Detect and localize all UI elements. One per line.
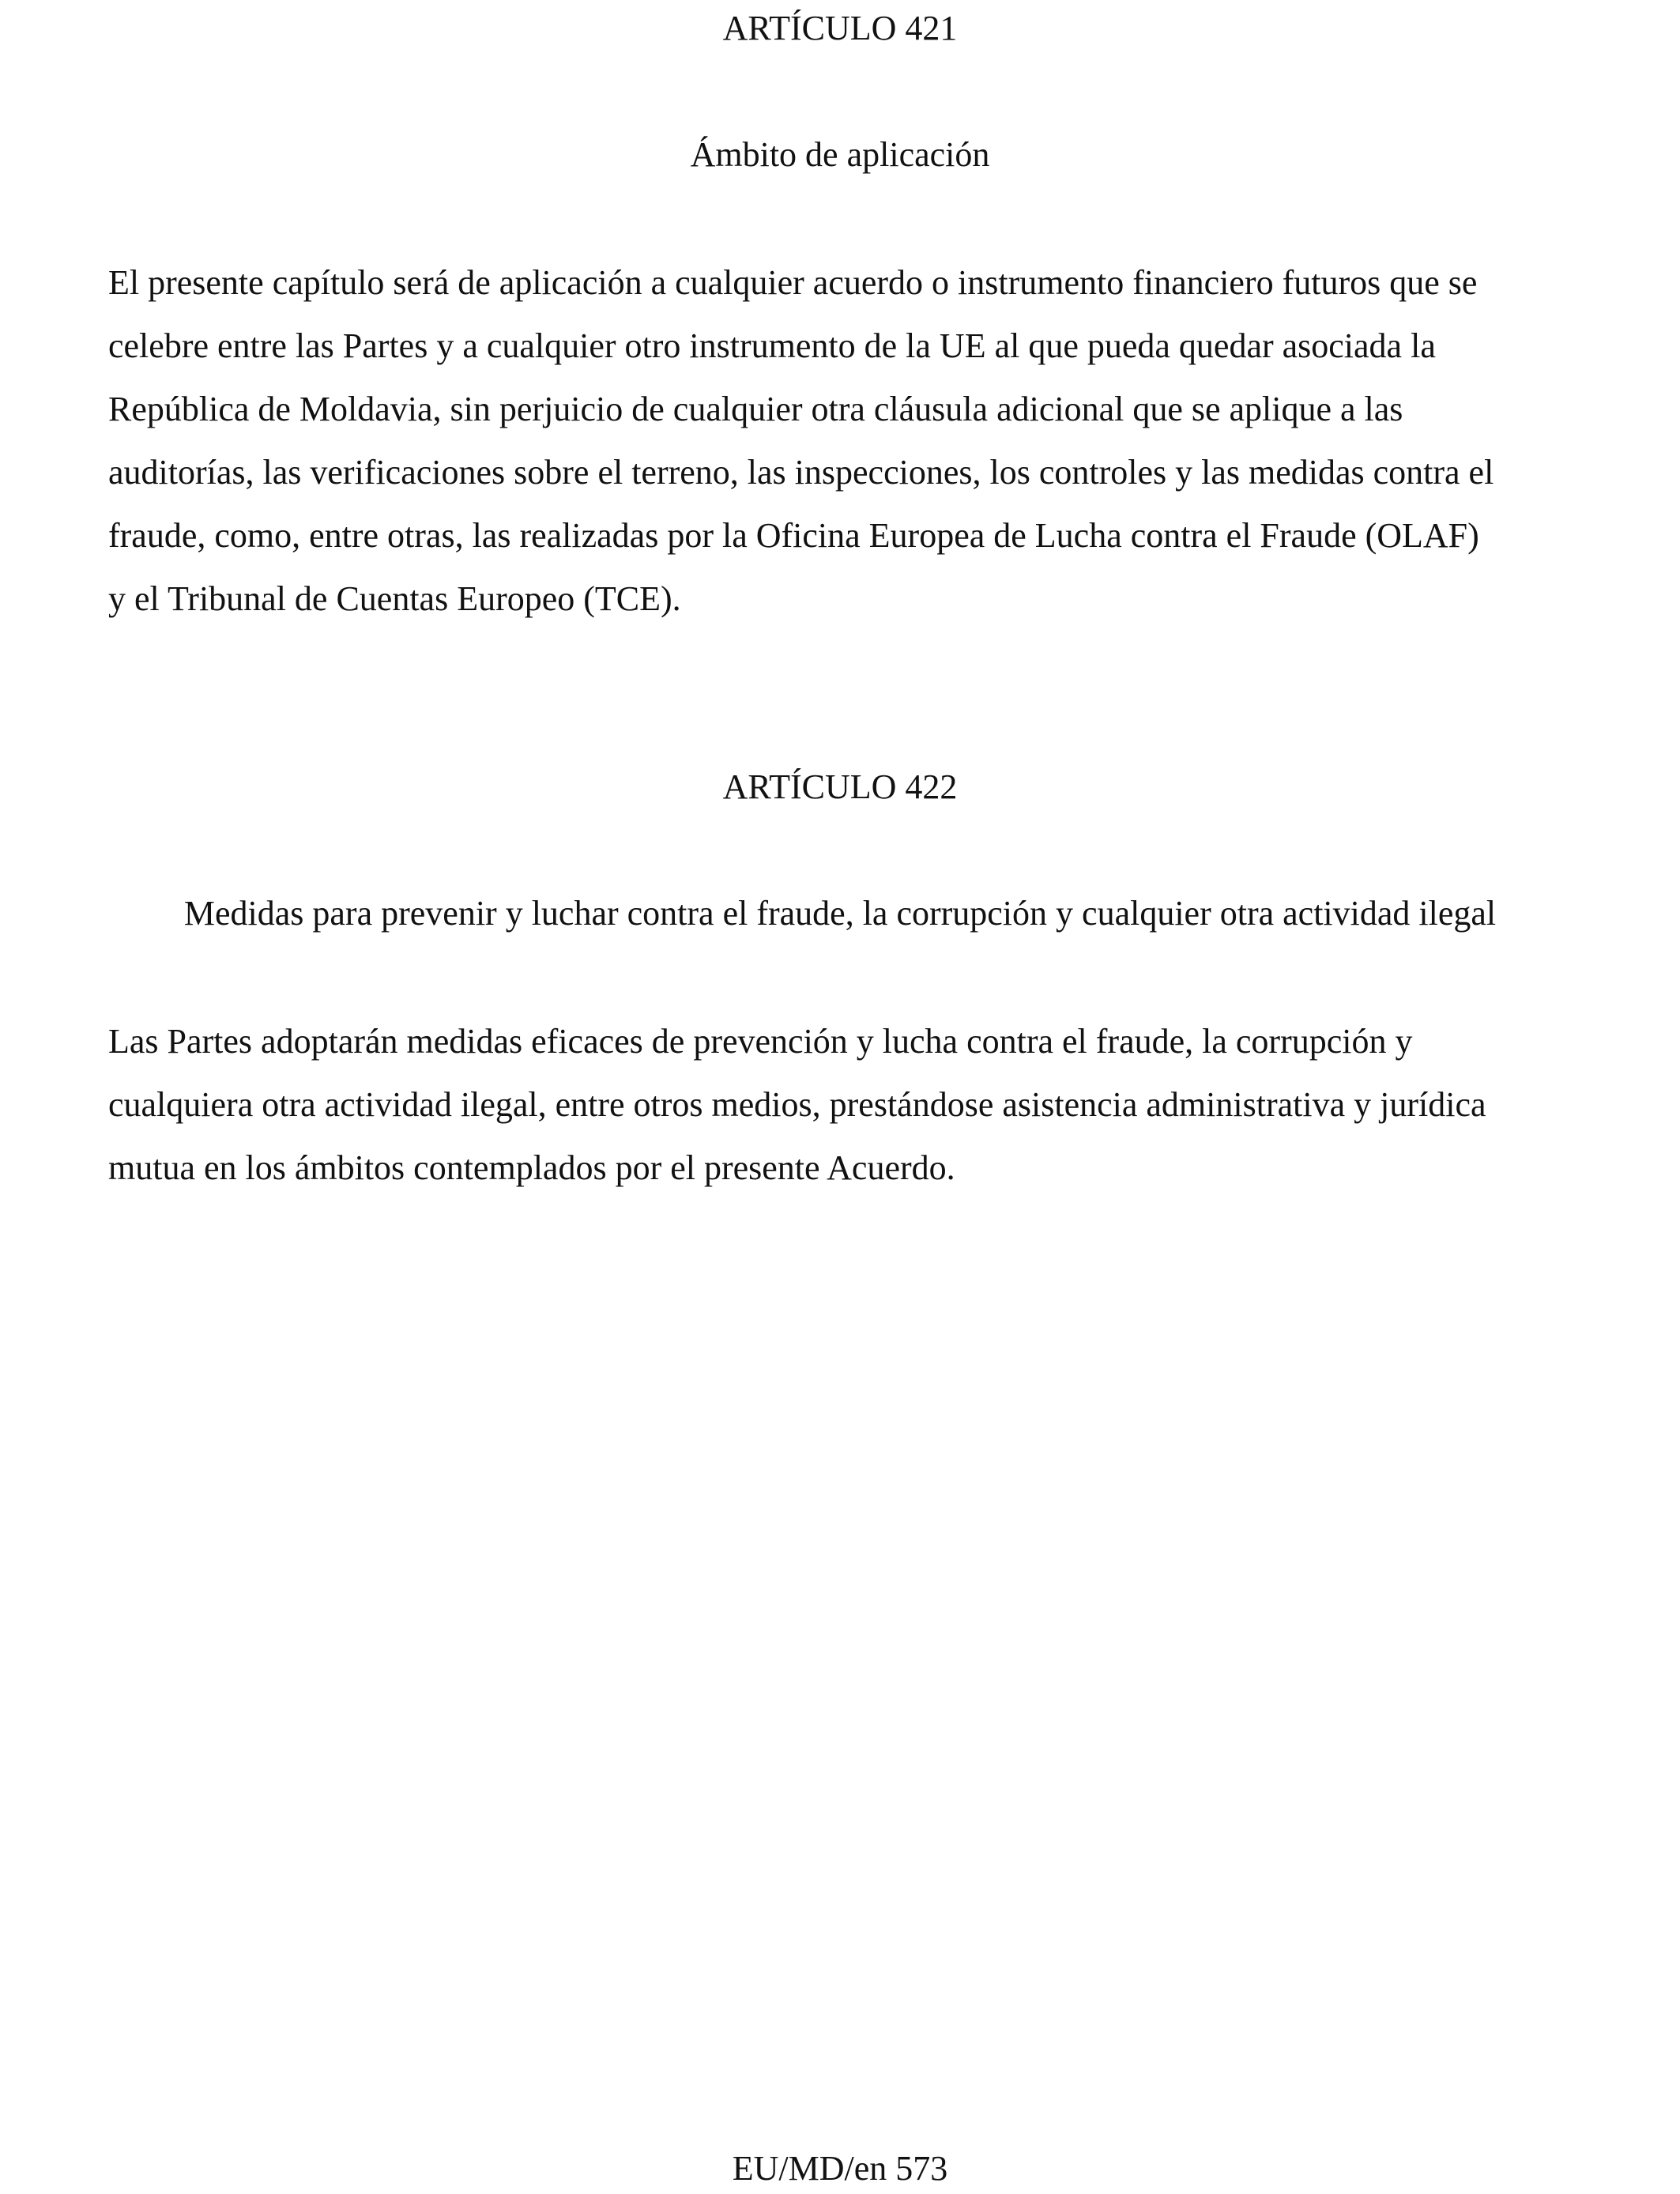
article-421-body-line: auditorías, las verificaciones sobre el terreno, las inspecciones, los controles y las medidas contra el	[108, 453, 1494, 492]
article-422-body-line: mutua en los ámbitos contemplados por el presente Acuerdo.	[108, 1148, 955, 1187]
article-422-body-line: cualquiera otra actividad ilegal, entre otros medios, prestándose asistencia administrativa y jurídica	[108, 1085, 1486, 1124]
article-421-body-line: El presente capítulo será de aplicación a cualquier acuerdo o instrumento financiero futuros que se	[108, 263, 1478, 302]
article-422-body-line: Las Partes adoptarán medidas eficaces de prevención y lucha contra el fraude, la corrupción y	[108, 1022, 1413, 1061]
article-421-body	[108, 251, 1578, 631]
article-421-body-line: República de Moldavia, sin perjuicio de cualquier otra cláusula adicional que se aplique a las	[108, 390, 1403, 428]
article-422-heading: ARTÍCULO 422	[722, 767, 958, 806]
article-421-body-line: y el Tribunal de Cuentas Europeo (TCE).	[108, 579, 681, 618]
article-421-heading: ARTÍCULO 421	[722, 9, 958, 47]
article-421-title: Ámbito de aplicación	[690, 135, 990, 174]
article-421-body-line: fraude, como, entre otras, las realizadas por la Oficina Europea de Lucha contra el Fraude (OLAF)	[108, 516, 1479, 555]
page-footer-reference: EU/MD/en 573	[732, 2149, 948, 2188]
article-422-body	[108, 1010, 1578, 1200]
article-421-body-line: celebre entre las Partes y a cualquier otro instrumento de la UE al que pueda quedar asociada la	[108, 326, 1436, 365]
article-422-title: Medidas para prevenir y luchar contra el fraude, la corrupción y cualquier otra actividad ilegal	[183, 894, 1497, 933]
